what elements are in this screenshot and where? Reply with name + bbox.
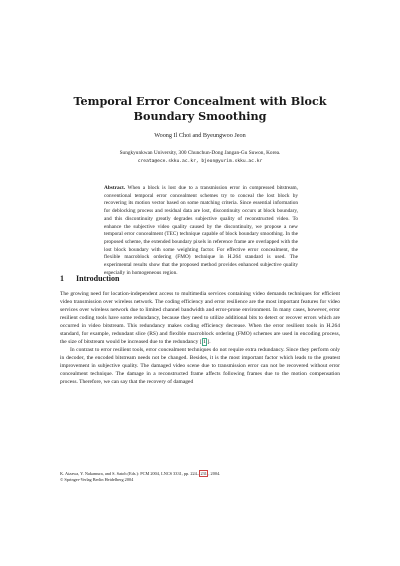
paragraph-2: In contrast to error resilient tools, error concealment techniques do not require extra redundancy. Since they perform only in decoder, the encoded bitstream needs not be changed. Besides, it is the most important factor which leads to the greatest improvement in subjective quality. The damaged video scene due to transmission error can not be recovered without error concealment technique. The damage in a reconstructed frame affects following frames due to the motion compensation process. Therefore, we can say that the recovery of damaged xyxy=(60,347,340,385)
paragraph-1: The growing need for location-independent access to multimedia services containing video demands techniques for efficient video transmission over wireless network. The coding efficiency and error resilience are the most important features for video services over wireless network due to limited channel bandwidth and error-prone environment. In many cases, however, error resilient coding tools have some redundancy, because they need to utilize additional bits to detect or recover errors which are occurred in video bitstream. This redundancy makes coding efficiency decrease. When the error resilient tools in H.264 standard, for example, redundant slice (RS) and flexible macroblock ordering (FMO) schemes are used in encoding process, the size of bitstream would be increased due to the redundancy [ 1 ]. xyxy=(60,291,340,345)
paper-title: Temporal Error Concealment with Block Boundary Smoothing xyxy=(73,94,327,123)
section-heading xyxy=(60,274,340,283)
abstract-text: When a block is lost due to a transmission error in compressed bitstream, conventional temporal error concealment schemes try to conceal the lost block by recovering its motion vector based on some matching criteria. Since essential information for deblocking process and residual data are lost, discontinuity occurs at block boundary, and this discontinuity greatly degrades subjective quality of reconstructed video. To enhance the subjective video quality caused by the discontinuity, we propose a new temporal error concealment (TEC) technique capable of block boundary smoothing. In the proposed scheme, the extended boundary pixels in reference frame are overlapped with the lost block boundary with some weighting factor. For effective error concealment, the flexible macroblock ordering (FMO) technique in H.264 standard is used. The experimental results show that the proposed method provides enhanced subjective quality especially in homogeneous region. xyxy=(104,185,298,276)
footnote-end: , 2004. xyxy=(208,471,221,476)
abstract-label: Abstract. xyxy=(104,185,126,191)
copyright-line: © Springer-Verlag Berlin Heidelberg 2004 xyxy=(60,477,134,482)
paragraph-1-text: The growing need for location-independent access to multimedia services containing video demands techniques for efficient video transmission over wireless network. The coding efficiency and error resilience are the most important features for video services over wireless network due to limited channel bandwidth and error-prone environment. In many cases, however, error resilient coding tools have some redundancy, because they need to utilize additional bits to detect or recover errors which are occurred in video bitstream. This redundancy makes coding efficiency decrease. When the error resilient tools in H.264 standard, for example, redundant slice (RS) and flexible macroblock ordering (FMO) schemes are used in encoding process, the size of bitstream would be increased due to the redundancy xyxy=(60,291,340,345)
abstract xyxy=(104,185,298,277)
affiliation-block xyxy=(60,150,340,165)
page-range-link[interactable]: 231 xyxy=(200,471,207,476)
affiliation: Sungkyunkwan University, 300 Chunchun-Dong Jangan-Gu Suwon, Korea. xyxy=(119,150,281,156)
footnote-text: K. Aizawa, Y. Nakamura, and S. Satoh (Eds.): PCM 2004, LNCS 3331, pp. 224– xyxy=(60,471,199,476)
section-title: Introduction xyxy=(76,274,120,283)
paragraph-1-end: . xyxy=(209,339,211,345)
body-text xyxy=(60,290,340,386)
footnote xyxy=(60,471,340,483)
citation-link[interactable]: 1 xyxy=(203,339,206,345)
paper-authors: Woong Il Choi and Byeungwoo Jeon xyxy=(154,132,246,139)
author-emails: creata@ece.skku.ac.kr, bjeon@yurim.skku.ac.kr xyxy=(137,158,263,164)
section-number: 1 xyxy=(60,274,64,283)
